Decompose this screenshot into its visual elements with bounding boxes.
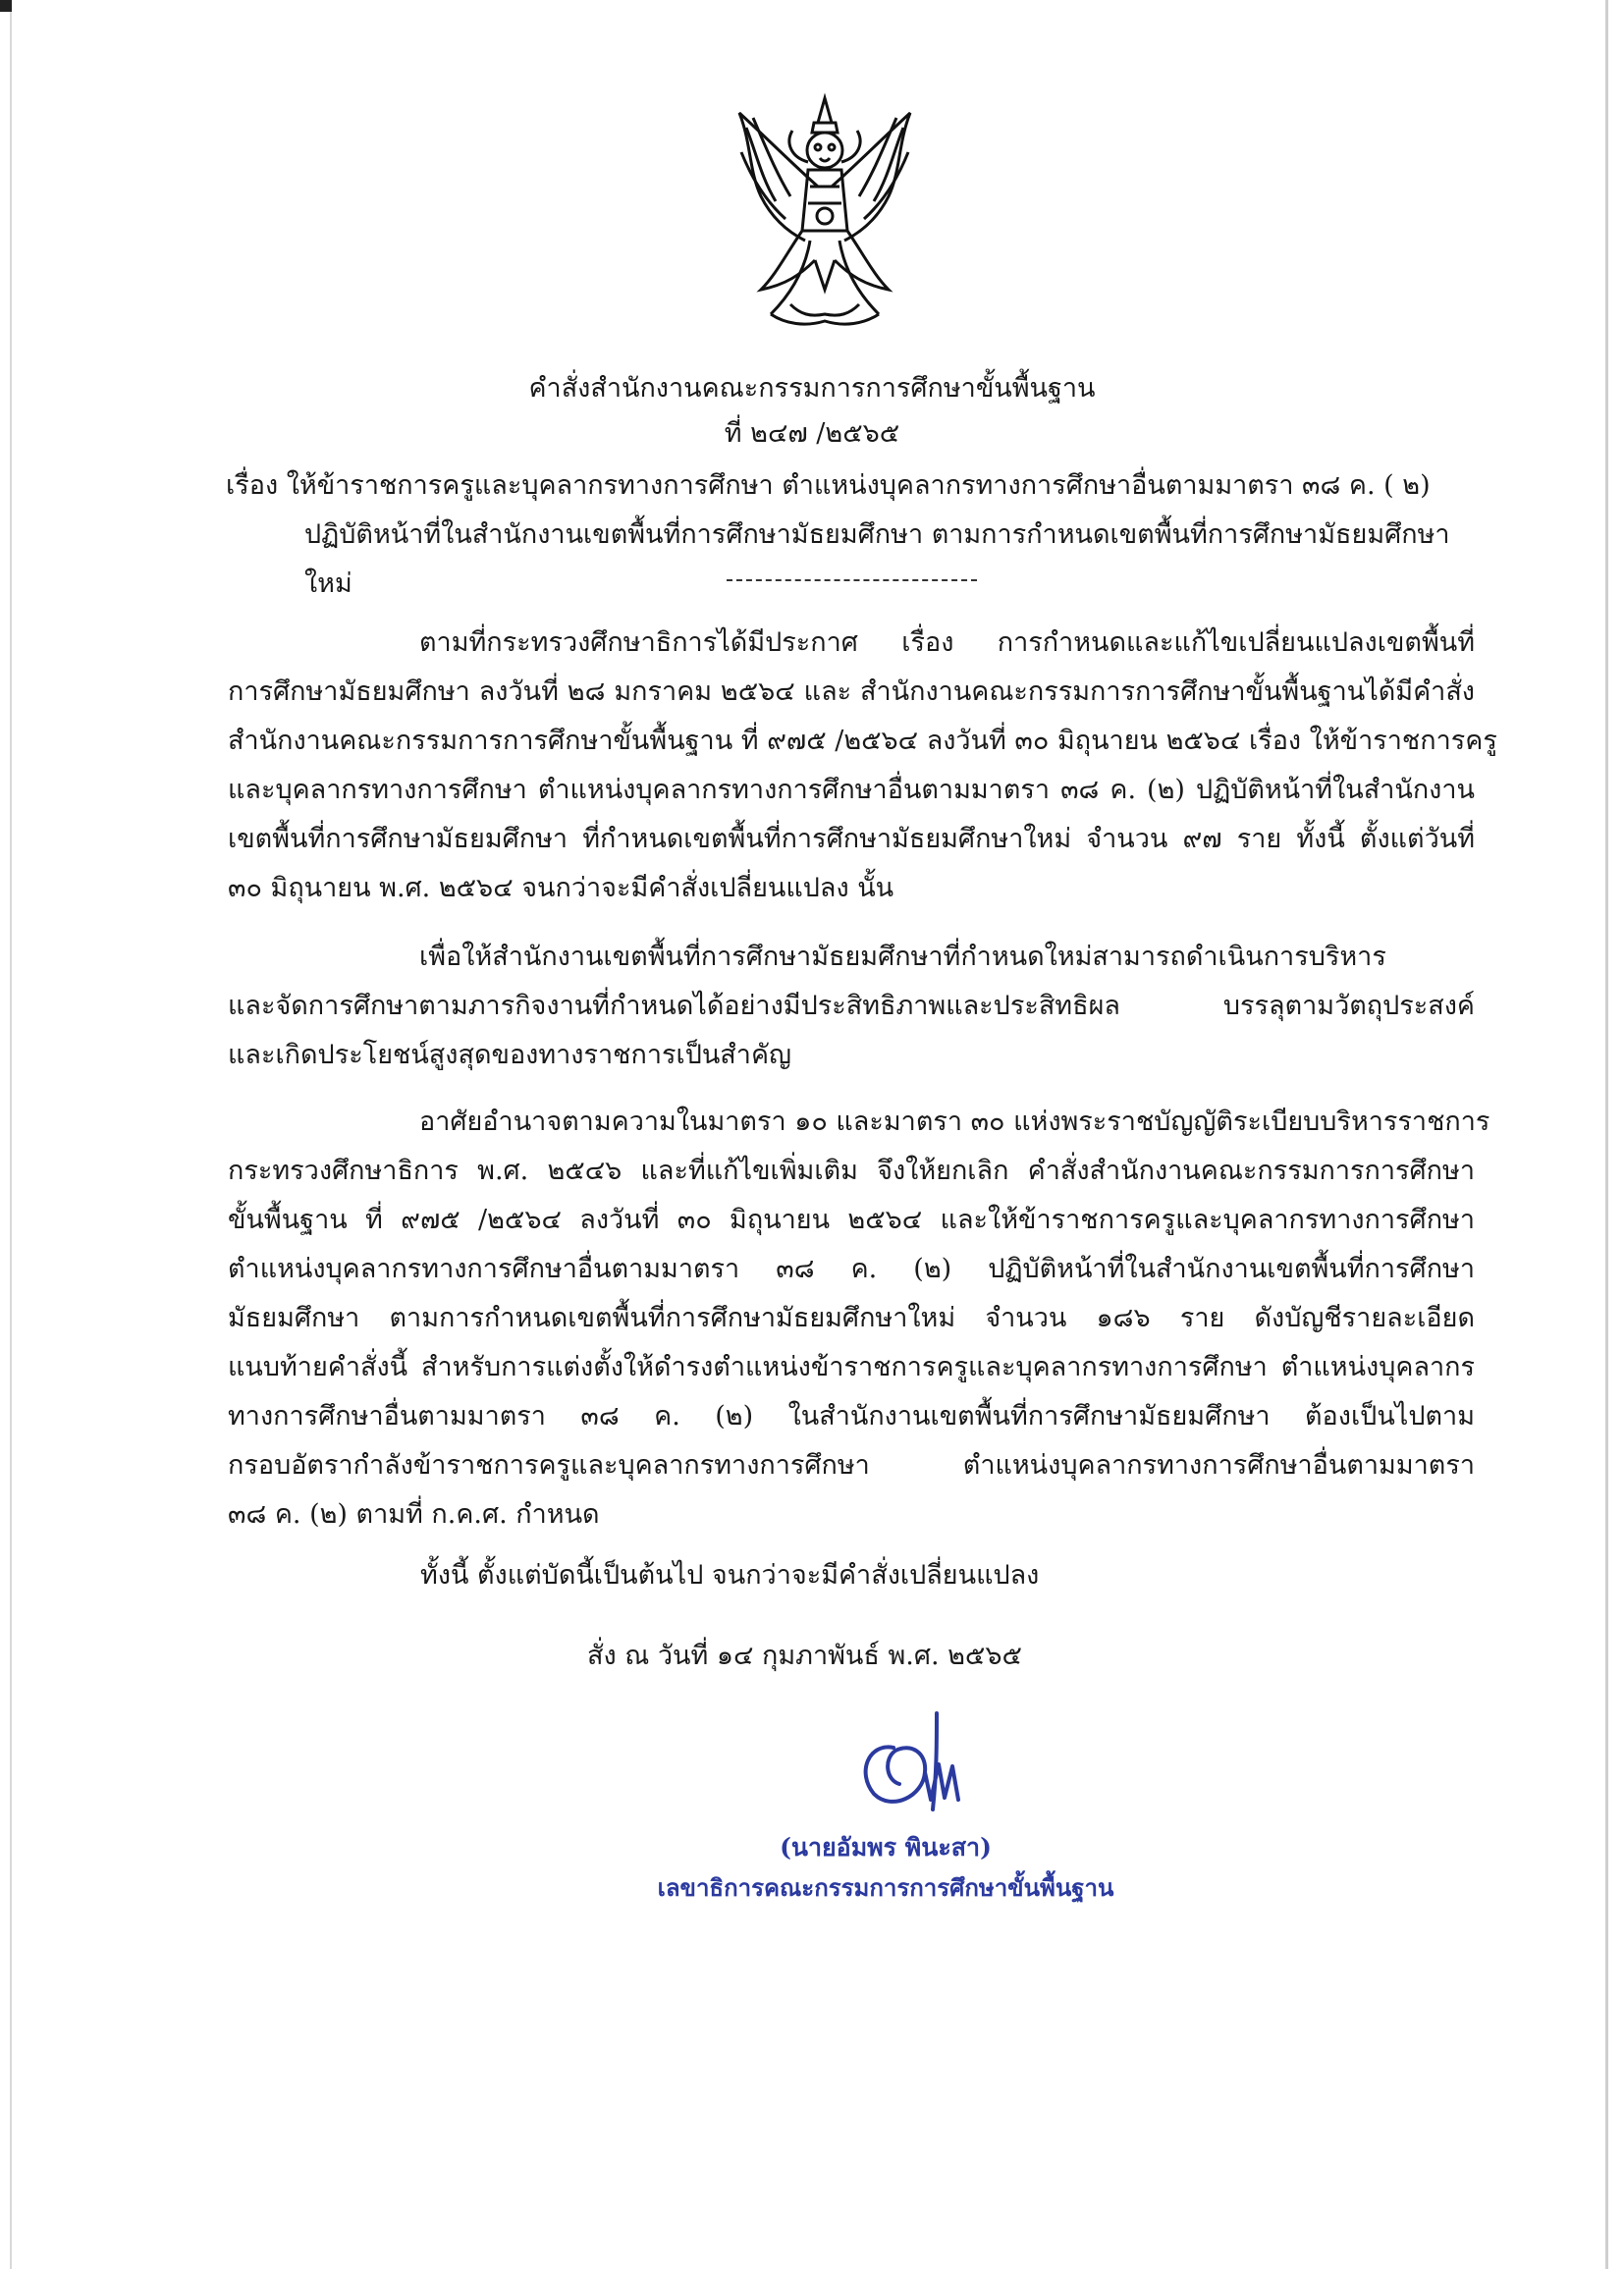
paragraph-1-line: ตามที่กระทรวงศึกษาธิการได้มีประกาศ เรื่อง การกำหนดและแก้ไขเปลี่ยนแปลงเขตพื้นที่ <box>419 627 1475 658</box>
paragraph-2 <box>228 933 1475 1080</box>
order-subject <box>226 461 1483 609</box>
garuda-emblem-icon <box>731 93 918 334</box>
paragraph-2-line: และจัดการศึกษาตามภารกิจงานที่กำหนดได้อย่างมีประสิทธิภาพและประสิทธิผล บรรลุตามวัตถุประสงค์ <box>228 991 1475 1021</box>
paragraph-3-line: ตำแหน่งบุคลากรทางการศึกษาอื่นตามมาตรา ๓๘ ค. (๒) ปฏิบัติหน้าที่ในสำนักงานเขตพื้นที่การศึกษา <box>228 1254 1475 1284</box>
paragraph-3-line: กรอบอัตรากำลังข้าราชการครูและบุคลากรทางการศึกษา ตำแหน่งบุคลากรทางการศึกษาอื่นตามมาตรา <box>228 1450 1475 1481</box>
order-title: คำสั่งสำนักงานคณะกรรมการการศึกษาขั้นพื้นฐาน <box>528 373 1096 404</box>
subject-line-2: ปฏิบัติหน้าที่ในสำนักงานเขตพื้นที่การศึกษามัธยมศึกษา ตามการกำหนดเขตพื้นที่การศึกษามัธยมศึกษาใหม่ <box>304 519 1450 599</box>
paragraph-3-line: ทางการศึกษาอื่นตามมาตรา ๓๘ ค. (๒) ในสำนักงานเขตพื้นที่การศึกษามัธยมศึกษา ต้องเป็นไปตาม <box>228 1401 1475 1432</box>
paragraph-2-line: และเกิดประโยชน์สูงสุดของทางราชการเป็นสำคัญ <box>228 1040 792 1070</box>
paragraph-1 <box>228 619 1497 913</box>
signer-title: เลขาธิการคณะกรรมการการศึกษาขั้นพื้นฐาน <box>657 1873 1114 1902</box>
paragraph-3-line: ขั้นพื้นฐาน ที่ ๙๗๕ /๒๕๖๔ ลงวันที่ ๓๐ มิถุนายน ๒๕๖๔ และให้ข้าราชการครูและบุคลากรทางการศึกษา <box>228 1205 1475 1235</box>
paragraph-3-line: มัธยมศึกษา ตามการกำหนดเขตพื้นที่การศึกษามัธยมศึกษาใหม่ จำนวน ๑๘๖ ราย ดังบัญชีรายละเอียด <box>228 1303 1475 1333</box>
paragraph-1-line: เขตพื้นที่การศึกษามัธยมศึกษา ที่กำหนดเขตพื้นที่การศึกษามัธยมศึกษาใหม่ จำนวน ๙๗ ราย ทั้งนี้ ตั้งแต่วันที่ <box>228 824 1475 854</box>
paragraph-1-line: ๓๐ มิถุนายน พ.ศ. ๒๕๖๔ จนกว่าจะมีคำสั่งเปลี่ยนแปลง นั้น <box>228 873 894 903</box>
subject-line-1: เรื่อง ให้ข้าราชการครูและบุคลากรทางการศึกษา ตำแหน่งบุคลากรทางการศึกษาอื่นตามมาตรา ๓๘ ค. ( ๒) <box>226 470 1431 501</box>
paragraph-3 <box>228 1098 1490 1540</box>
paragraph-1-line: และบุคลากรทางการศึกษา ตำแหน่งบุคลากรทางการศึกษาอื่นตามมาตรา ๓๘ ค. (๒) ปฏิบัติหน้าที่ในสำนักงาน <box>228 775 1475 805</box>
signer-name: (นายอัมพร พินะสา) <box>780 1833 992 1862</box>
closing-statement: ทั้งนี้ ตั้งแต่บัดนี้เป็นต้นไป จนกว่าจะมีคำสั่งเปลี่ยนแปลง <box>420 1560 1040 1591</box>
scan-edge-right <box>1605 0 1608 2269</box>
paragraph-3-line: ๓๘ ค. (๒) ตามที่ ก.ค.ศ. กำหนด <box>228 1499 600 1530</box>
paragraph-3-line: กระทรวงศึกษาธิการ พ.ศ. ๒๕๔๖ และที่แก้ไขเพิ่มเติม จึงให้ยกเลิก คำสั่งสำนักงานคณะกรรมการการศึกษา <box>228 1156 1475 1186</box>
paragraph-1-line: การศึกษามัธยมศึกษา ลงวันที่ ๒๘ มกราคม ๒๕๖๔ และ สำนักงานคณะกรรมการการศึกษาขั้นพื้นฐานได้มีคำสั่ง <box>228 676 1475 707</box>
paragraph-3-line: แนบท้ายคำสั่งนี้ สำหรับการแต่งตั้งให้ดำรงตำแหน่งข้าราชการครูและบุคลากรทางการศึกษา ตำแหน่งบุคลากร <box>228 1352 1475 1382</box>
handwritten-signature <box>835 1703 1051 1811</box>
scan-corner-mark <box>0 0 12 12</box>
paragraph-1-line: สำนักงานคณะกรรมการการศึกษาขั้นพื้นฐาน ที่ ๙๗๕ /๒๕๖๔ ลงวันที่ ๓๐ มิถุนายน ๒๕๖๔ เรื่อง ให้ข้าราชการครู <box>228 726 1497 756</box>
order-date: สั่ง ณ วันที่ ๑๔ กุมภาพันธ์ พ.ศ. ๒๕๖๕ <box>587 1641 1022 1671</box>
scan-edge-left <box>10 0 12 2269</box>
order-number: ที่ ๒๔๗ /๒๕๖๕ <box>724 418 900 449</box>
divider <box>727 579 977 581</box>
paragraph-2-line: เพื่อให้สำนักงานเขตพื้นที่การศึกษามัธยมศึกษาที่กำหนดใหม่สามารถดำเนินการบริหาร <box>419 942 1386 972</box>
paragraph-3-line: อาศัยอำนาจตามความในมาตรา ๑๐ และมาตรา ๓๐ แห่งพระราชบัญญัติระเบียบบริหารราชการ <box>419 1107 1490 1137</box>
